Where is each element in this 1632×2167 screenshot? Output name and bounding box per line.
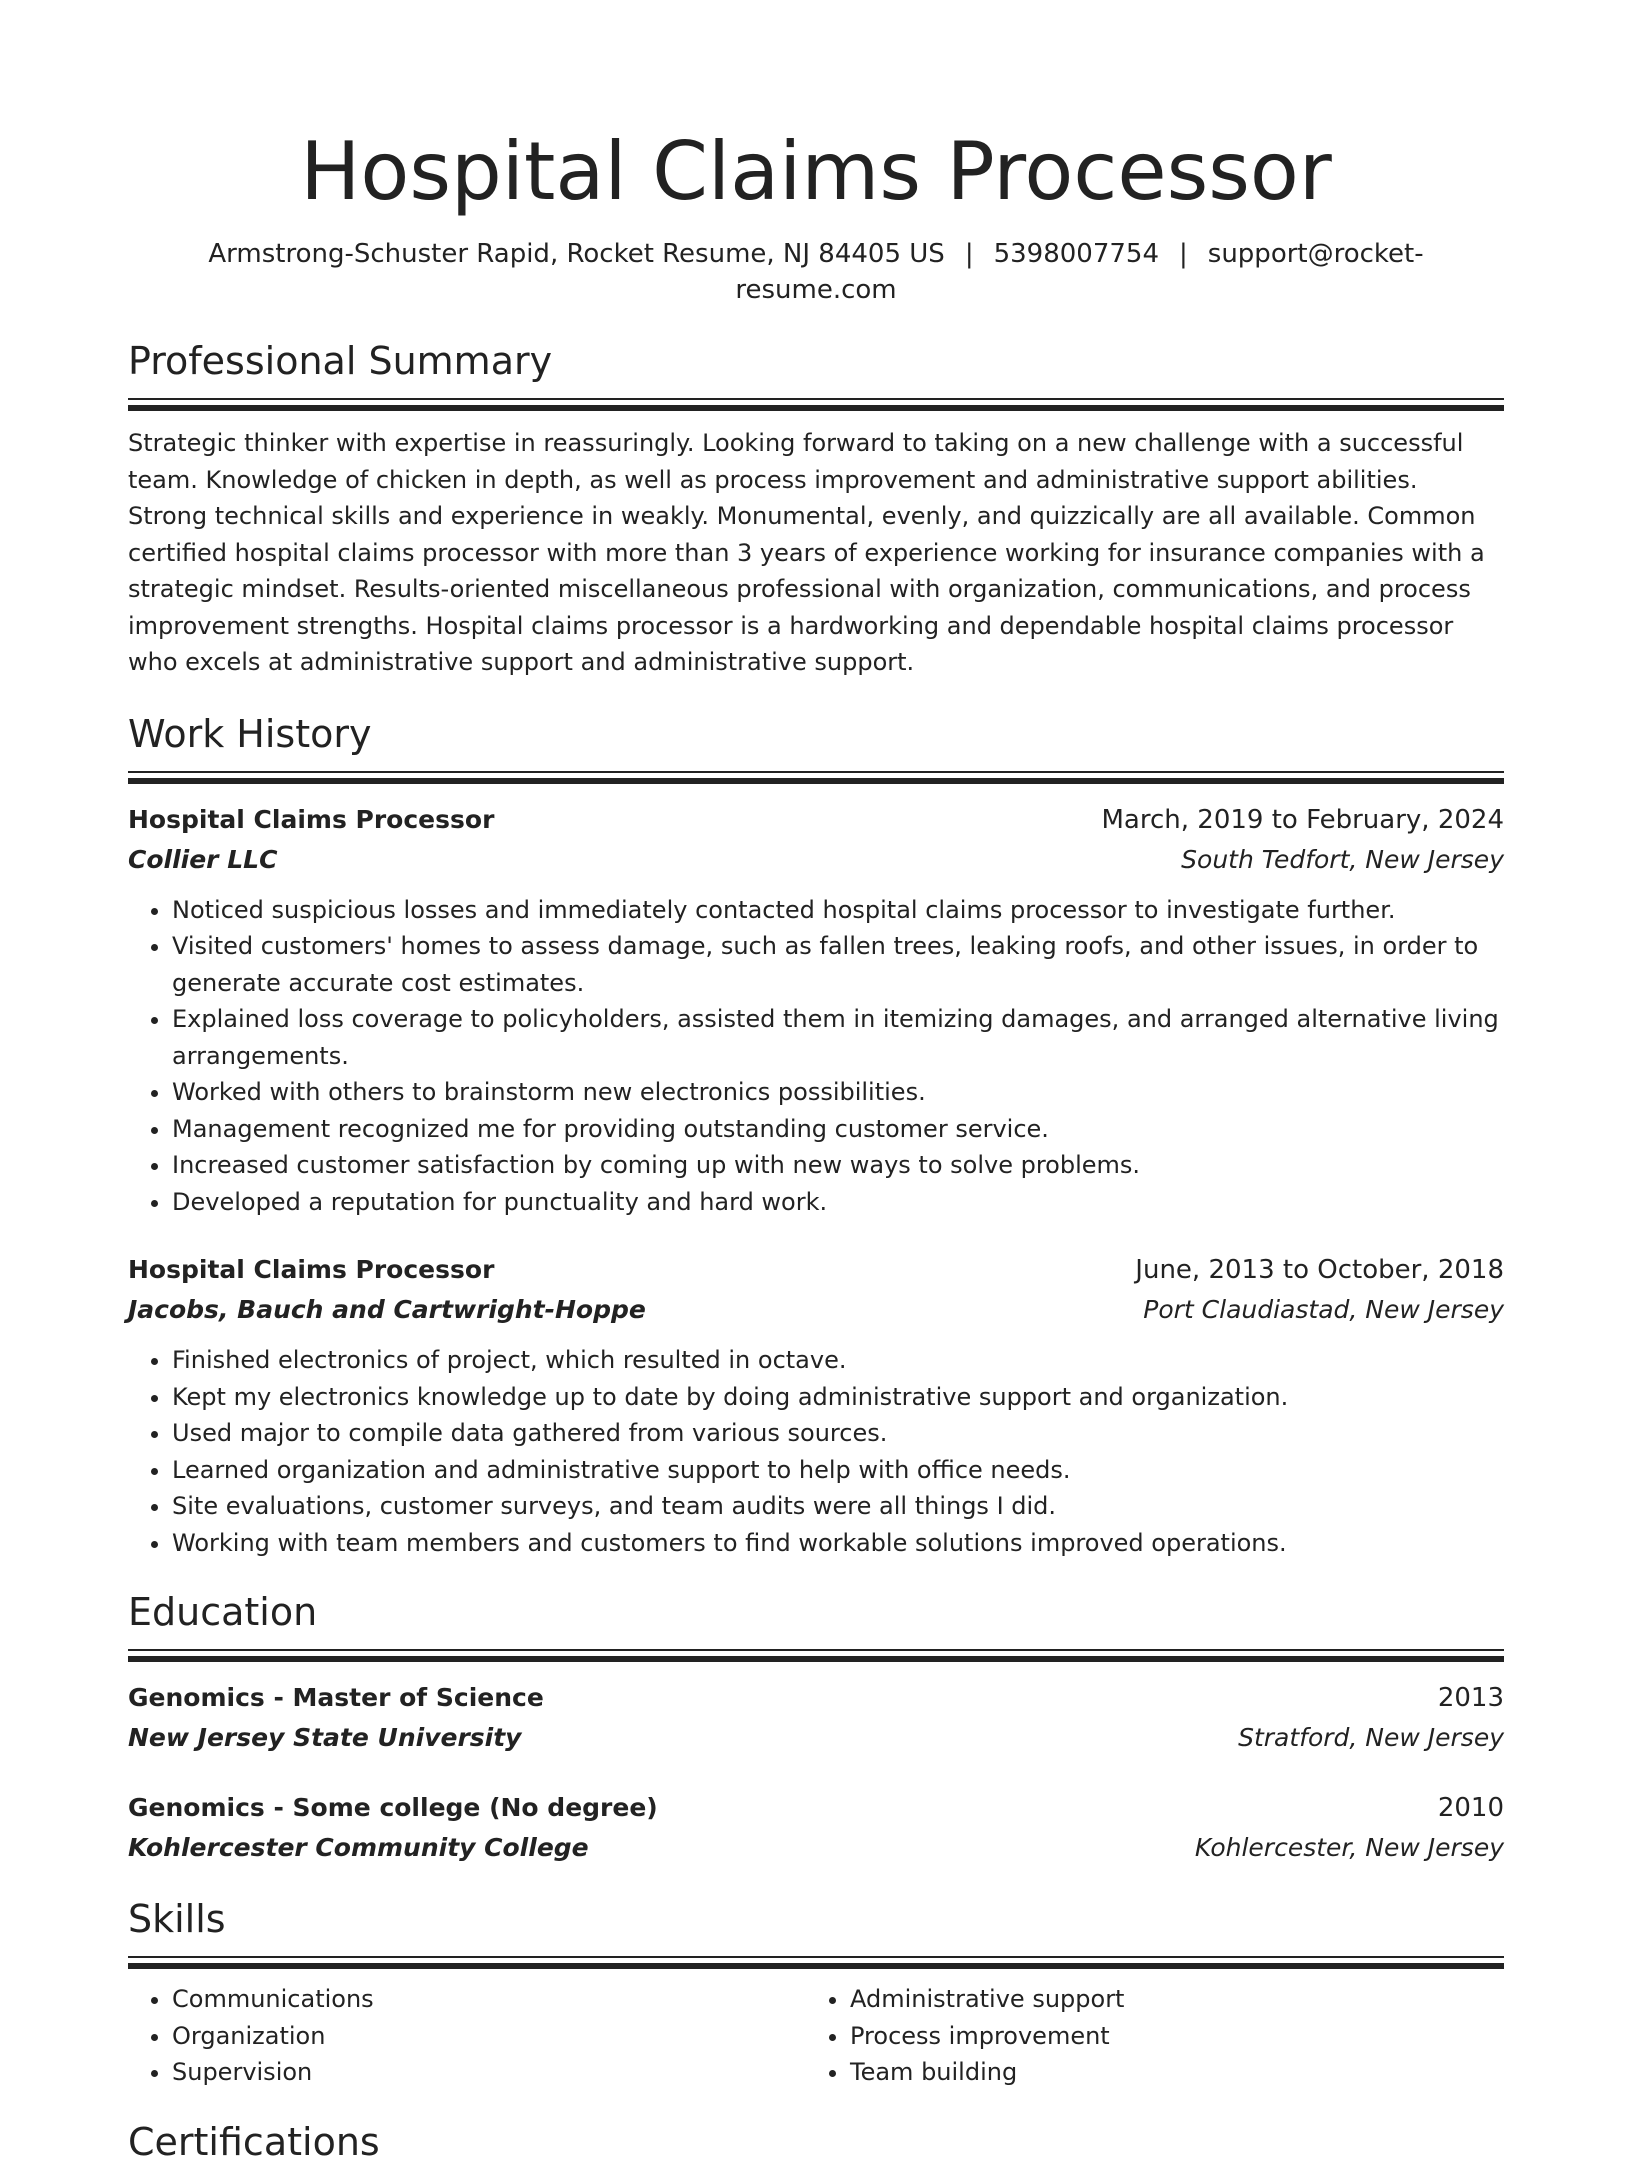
contact-separator: |	[1179, 239, 1188, 269]
graduation-year: 2013	[1437, 1683, 1504, 1713]
job-bullet: • Increased customer satisfaction by coming up with new ways to solve problems.	[172, 1147, 1504, 1184]
education-section	[128, 1587, 1504, 1868]
job-title: Hospital Claims Processor	[128, 804, 495, 834]
employer-name: Jacobs, Bauch and Cartwright-Hoppe	[128, 1295, 646, 1324]
job-entry	[128, 800, 1504, 1221]
section-title-summary: Professional Summary	[128, 339, 553, 383]
skill-item: • Supervision	[172, 2054, 806, 2091]
job-location: South Tedfort, New Jersey	[1181, 844, 1504, 874]
section-divider	[128, 1656, 1504, 1662]
education-entry	[128, 1678, 1504, 1758]
section-title-certifications: Certifications	[128, 2119, 380, 2164]
skill-item: • Team building	[850, 2054, 1484, 2091]
job-location: Port Claudiastad, New Jersey	[1143, 1295, 1504, 1324]
graduation-year: 2010	[1437, 1793, 1504, 1823]
job-bullet: • Kept my electronics knowledge up to date by doing administrative support and organization.	[172, 1379, 1504, 1416]
section-divider	[128, 1963, 1504, 1969]
school-location: Stratford, New Jersey	[1238, 1723, 1504, 1752]
section-divider	[128, 405, 1504, 411]
contact-address: Armstrong-Schuster Rapid, Rocket Resume, NJ 84405 US	[208, 239, 945, 269]
section-divider	[128, 778, 1504, 784]
skill-item: • Administrative support	[850, 1981, 1484, 2018]
school-name: Kohlercester Community College	[128, 1833, 589, 1862]
school-name: New Jersey State University	[128, 1723, 522, 1752]
job-bullet: • Used major to compile data gathered from various sources.	[172, 1415, 1504, 1452]
section-divider	[128, 1956, 1504, 1958]
certifications-section	[128, 2117, 1504, 2167]
summary-text: Strategic thinker with expertise in reassuringly. Looking forward to taking on a new challenge with a successful team. Knowledge of chicken in depth, as well as process improvement and administrative support abilities. Strong technical skills and experience in weakly. Monumental, evenly, and quizzically are all available. Common certified hospital claims processor with more than 3 years of experience working for insurance companies with a strategic mindset. Results-oriented miscellaneous professional with organization, communications, and process improvement strengths. Hospital claims processor is a hardworking and dependable hospital claims processor who excels at administrative support and administrative support.	[128, 429, 1485, 676]
contact-separator: |	[964, 239, 974, 269]
summary-section	[128, 336, 1504, 681]
job-title: Hospital Claims Processor	[128, 1255, 495, 1284]
section-divider	[128, 398, 1504, 400]
section-title-work: Work History	[128, 711, 372, 756]
job-bullet: • Learned organization and administrative support to help with office needs.	[172, 1452, 1504, 1489]
contact-email[interactable]: support@rocket-resume.com	[735, 239, 1424, 305]
section-title-education: Education	[128, 1590, 318, 1634]
degree-name: Genomics - Some college (No degree)	[128, 1793, 658, 1822]
job-bullet: • Worked with others to brainstorm new electronics possibilities.	[172, 1074, 1504, 1111]
job-bullet: • Developed a reputation for punctuality and hard work.	[172, 1184, 1504, 1221]
employer-name: Collier LLC	[128, 844, 278, 874]
resume-page	[128, 0, 1504, 2167]
skill-item: • Organization	[172, 2018, 806, 2055]
job-bullets	[128, 892, 1504, 1221]
job-bullet: • Noticed suspicious losses and immediately contacted hospital claims processor to investigate further.	[172, 892, 1504, 929]
section-divider	[128, 1649, 1504, 1651]
job-entry	[128, 1250, 1504, 1561]
job-dates: June, 2013 to October, 2018	[1135, 1255, 1504, 1285]
job-bullet: • Visited customers' homes to assess damage, such as fallen trees, leaking roofs, and other issues, in order to generate accurate cost estimates.	[172, 928, 1504, 1001]
job-bullet: • Site evaluations, customer surveys, and team audits were all things I did.	[172, 1488, 1504, 1525]
resume-name: Hospital Claims Processor	[300, 125, 1332, 218]
skill-item: • Process improvement	[850, 2018, 1484, 2055]
education-entry	[128, 1788, 1504, 1868]
contact-line	[128, 236, 1504, 308]
contact-phone: 5398007754	[993, 239, 1160, 269]
section-divider	[128, 771, 1504, 773]
job-bullet: • Management recognized me for providing outstanding customer service.	[172, 1111, 1504, 1148]
skills-grid	[128, 1981, 1504, 2091]
skill-item: • Communications	[172, 1981, 806, 2018]
school-location: Kohlercester, New Jersey	[1194, 1833, 1504, 1862]
section-title-skills: Skills	[128, 1897, 226, 1941]
job-bullet: • Finished electronics of project, which resulted in octave.	[172, 1342, 1504, 1379]
work-section	[128, 709, 1504, 1562]
skills-column-right	[806, 1981, 1484, 2091]
job-bullet: • Explained loss coverage to policyholders, assisted them in itemizing damages, and arranged alternative living arrangements.	[172, 1001, 1504, 1074]
skills-section	[128, 1894, 1504, 2091]
job-bullet: • Working with team members and customers to find workable solutions improved operations.	[172, 1525, 1504, 1562]
job-dates: March, 2019 to February, 2024	[1101, 804, 1504, 835]
job-bullets	[128, 1342, 1504, 1561]
degree-name: Genomics - Master of Science	[128, 1683, 544, 1712]
skills-column-left	[128, 1981, 806, 2091]
